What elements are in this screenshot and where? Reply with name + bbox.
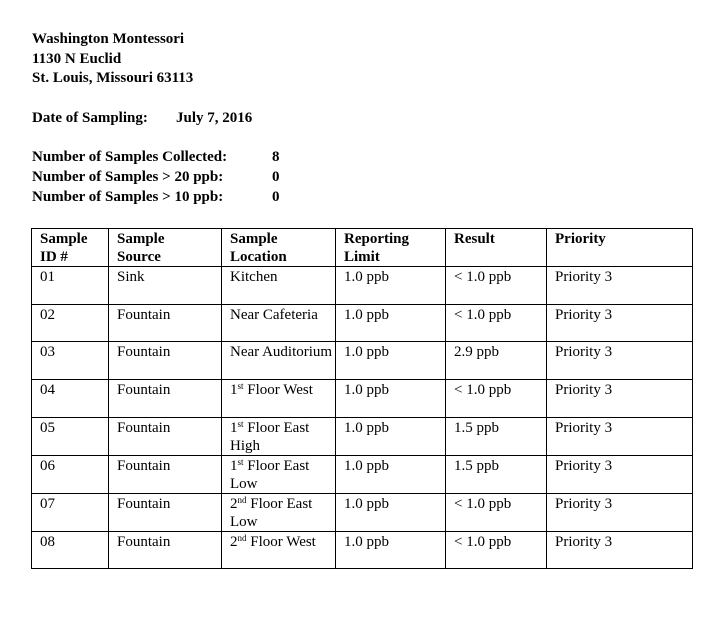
cell-result: < 1.0 ppb <box>446 493 547 531</box>
cell-reporting-limit: 1.0 ppb <box>336 304 446 342</box>
cell-reporting-limit: 1.0 ppb <box>336 493 446 531</box>
street-address: 1130 N Euclid <box>32 50 122 67</box>
cell-sample-id: 04 <box>32 380 109 418</box>
cell-sample-source: Fountain <box>109 380 222 418</box>
column-header-result: Result <box>446 229 547 267</box>
cell-priority: Priority 3 <box>547 380 693 418</box>
table-row <box>32 267 693 305</box>
sampling-date-label: Date of Sampling: <box>32 110 148 126</box>
table-row <box>32 417 693 455</box>
cell-sample-location: 1st Floor West <box>222 380 336 418</box>
cell-result: < 1.0 ppb <box>446 267 547 305</box>
cell-sample-id: 01 <box>32 267 109 305</box>
count-row <box>32 169 292 189</box>
cell-sample-location: Near Cafeteria <box>222 304 336 342</box>
school-address-block <box>32 30 193 89</box>
column-header-priority: Priority <box>547 229 693 267</box>
column-header-sample-id: Sample ID # <box>32 229 109 267</box>
cell-result: 2.9 ppb <box>446 342 547 380</box>
table-row <box>32 531 693 569</box>
table-row <box>32 304 693 342</box>
cell-sample-id: 06 <box>32 455 109 493</box>
cell-sample-source: Fountain <box>109 493 222 531</box>
cell-priority: Priority 3 <box>547 304 693 342</box>
count-label: Number of Samples Collected: <box>32 149 228 165</box>
table-row <box>32 455 693 493</box>
count-row <box>32 189 292 209</box>
cell-reporting-limit: 1.0 ppb <box>336 342 446 380</box>
cell-sample-source: Fountain <box>109 455 222 493</box>
cell-sample-id: 05 <box>32 417 109 455</box>
table-row <box>32 380 693 418</box>
column-header-sample-location: Sample Location <box>222 229 336 267</box>
cell-sample-source: Sink <box>109 267 222 305</box>
cell-sample-location: Near Auditorium <box>222 342 336 380</box>
count-label: Number of Samples > 10 ppb: <box>32 189 224 205</box>
sampling-date-row <box>32 110 253 127</box>
cell-result: < 1.0 ppb <box>446 380 547 418</box>
cell-priority: Priority 3 <box>547 267 693 305</box>
cell-reporting-limit: 1.0 ppb <box>336 531 446 569</box>
cell-priority: Priority 3 <box>547 417 693 455</box>
count-row <box>32 149 292 169</box>
cell-result: 1.5 ppb <box>446 455 547 493</box>
cell-reporting-limit: 1.0 ppb <box>336 455 446 493</box>
count-value: 0 <box>272 189 280 205</box>
column-header-sample-source: Sample Source <box>109 229 222 267</box>
sample-counts <box>32 149 292 209</box>
cell-sample-id: 08 <box>32 531 109 569</box>
cell-sample-location: 1st Floor East High <box>222 417 336 455</box>
cell-sample-id: 07 <box>32 493 109 531</box>
cell-reporting-limit: 1.0 ppb <box>336 417 446 455</box>
cell-result: < 1.0 ppb <box>446 304 547 342</box>
cell-sample-location: 1st Floor East Low <box>222 455 336 493</box>
cell-priority: Priority 3 <box>547 531 693 569</box>
cell-reporting-limit: 1.0 ppb <box>336 267 446 305</box>
cell-sample-location: Kitchen <box>222 267 336 305</box>
cell-reporting-limit: 1.0 ppb <box>336 380 446 418</box>
table-header-row <box>32 229 693 267</box>
cell-sample-source: Fountain <box>109 531 222 569</box>
cell-sample-location: 2nd Floor West <box>222 531 336 569</box>
count-value: 0 <box>272 169 280 185</box>
column-header-reporting-limit: Reporting Limit <box>336 229 446 267</box>
cell-priority: Priority 3 <box>547 493 693 531</box>
city-state-zip: St. Louis, Missouri 63113 <box>32 70 194 86</box>
cell-sample-id: 02 <box>32 304 109 342</box>
cell-sample-source: Fountain <box>109 304 222 342</box>
samples-table <box>31 228 693 569</box>
cell-sample-source: Fountain <box>109 342 222 380</box>
cell-sample-location: 2nd Floor East Low <box>222 493 336 531</box>
cell-result: < 1.0 ppb <box>446 531 547 569</box>
count-value: 8 <box>272 149 280 165</box>
cell-sample-source: Fountain <box>109 417 222 455</box>
school-name: Washington Montessori <box>32 31 185 47</box>
table-row <box>32 342 693 380</box>
cell-priority: Priority 3 <box>547 455 693 493</box>
table-row <box>32 493 693 531</box>
cell-sample-id: 03 <box>32 342 109 380</box>
cell-priority: Priority 3 <box>547 342 693 380</box>
sampling-date-value: July 7, 2016 <box>176 110 253 126</box>
cell-result: 1.5 ppb <box>446 417 547 455</box>
count-label: Number of Samples > 20 ppb: <box>32 169 224 185</box>
